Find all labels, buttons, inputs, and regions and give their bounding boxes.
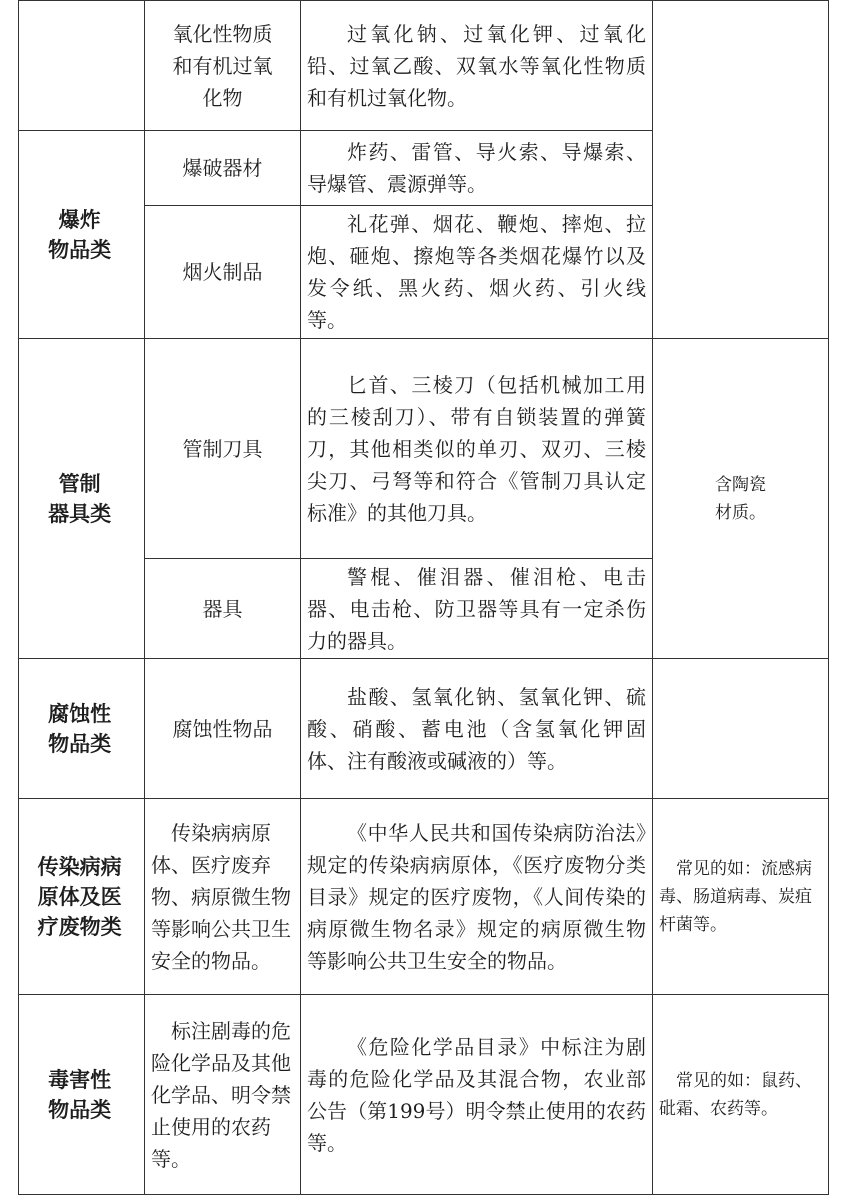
description-text: 盐酸、氢氧化钠、氢氧化钾、硫酸、硝酸、蓄电池（含氢氧化钾固体、注有酸液或碱液的）等。 xyxy=(307,684,646,773)
remark-cell xyxy=(653,659,829,799)
item-cell xyxy=(145,206,301,339)
item-cell xyxy=(145,995,301,1195)
item-cell xyxy=(145,339,301,559)
remark-cell xyxy=(653,799,829,995)
table-row xyxy=(19,339,829,559)
category-text: 毒害性 物品类 xyxy=(48,1067,112,1122)
item-text: 氧化性物质 和有机过氧 化物 xyxy=(172,21,273,110)
description-cell xyxy=(301,339,653,559)
category-text: 传染病病 原体及医 疗废物类 xyxy=(37,854,122,939)
remark-text: 常见的如：鼠药、砒霜、农药等。 xyxy=(659,1070,812,1119)
category-cell xyxy=(19,995,145,1195)
remark-cell xyxy=(653,339,829,659)
table-row xyxy=(19,1,829,131)
item-cell xyxy=(145,1,301,131)
item-text: 爆破器材 xyxy=(182,156,263,180)
description-text: 过氧化钠、过氧化钾、过氧化铅、过氧乙酸、双氧水等氧化性物质和有机过氧化物。 xyxy=(307,21,646,110)
item-cell xyxy=(145,131,301,206)
description-cell xyxy=(301,206,653,339)
item-text: 器具 xyxy=(202,596,243,621)
description-text: 匕首、三棱刀（包括机械加工用的三棱刮刀）、带有自锁装置的弹簧刀，其他相类似的单刃、双刃、三棱尖刀、弓弩等和符合《管制刀具认定标准》的其他刀具。 xyxy=(307,372,646,525)
description-text: 礼花弹、烟花、鞭炮、摔炮、拉炮、砸炮、擦炮等各类烟花爆竹以及发令纸、黑火药、烟火药、引火线等。 xyxy=(307,212,646,332)
category-text: 爆炸 物品类 xyxy=(48,207,112,262)
item-text: 烟火制品 xyxy=(182,260,263,284)
description-cell xyxy=(301,559,653,659)
item-text: 传染病病原体、医疗废弃物、病原微生物等影响公共卫生安全的物品。 xyxy=(151,820,291,973)
category-cell xyxy=(19,799,145,995)
description-text: 炸药、雷管、导火索、导爆索、导爆管、震源弹等。 xyxy=(307,140,646,196)
item-cell xyxy=(145,559,301,659)
description-text: 《中华人民共和国传染病防治法》规定的传染病病原体，《医疗废物分类目录》规定的医疗废物，《人间传染的病原微生物名录》规定的病原微生物等影响公共卫生安全的物品。 xyxy=(307,820,646,973)
description-text: 《危险化学品目录》中标注为剧毒的危险化学品及其混合物，农业部公告（第199号）明令禁止使用的农药等。 xyxy=(307,1034,646,1155)
item-text: 腐蚀性物品 xyxy=(172,716,273,741)
description-cell xyxy=(301,659,653,799)
item-cell xyxy=(145,659,301,799)
remark-text: 含陶瓷 材质。 xyxy=(715,474,766,523)
description-cell xyxy=(301,799,653,995)
item-cell xyxy=(145,799,301,995)
category-cell xyxy=(19,339,145,659)
category-text: 管制 器具类 xyxy=(48,471,112,526)
item-text: 标注剧毒的危险化学品及其他化学品、明令禁止使用的农药等。 xyxy=(151,1018,291,1171)
remark-cell xyxy=(653,995,829,1195)
prohibited-items-table xyxy=(18,0,829,1195)
category-cell xyxy=(19,659,145,799)
remark-text: 常见的如：流感病毒、肠道病毒、炭疽杆菌等。 xyxy=(659,858,812,935)
description-cell xyxy=(301,995,653,1195)
description-cell xyxy=(301,1,653,131)
category-cell xyxy=(19,1,145,131)
item-text: 管制刀具 xyxy=(182,436,263,461)
category-text: 腐蚀性 物品类 xyxy=(48,701,112,756)
description-cell xyxy=(301,131,653,206)
table-row xyxy=(19,799,829,995)
category-cell xyxy=(19,131,145,339)
table-row xyxy=(19,995,829,1195)
remark-cell xyxy=(653,1,829,339)
description-text: 警棍、催泪器、催泪枪、电击器、电击枪、防卫器等具有一定杀伤力的器具。 xyxy=(307,564,646,653)
table-row xyxy=(19,659,829,799)
